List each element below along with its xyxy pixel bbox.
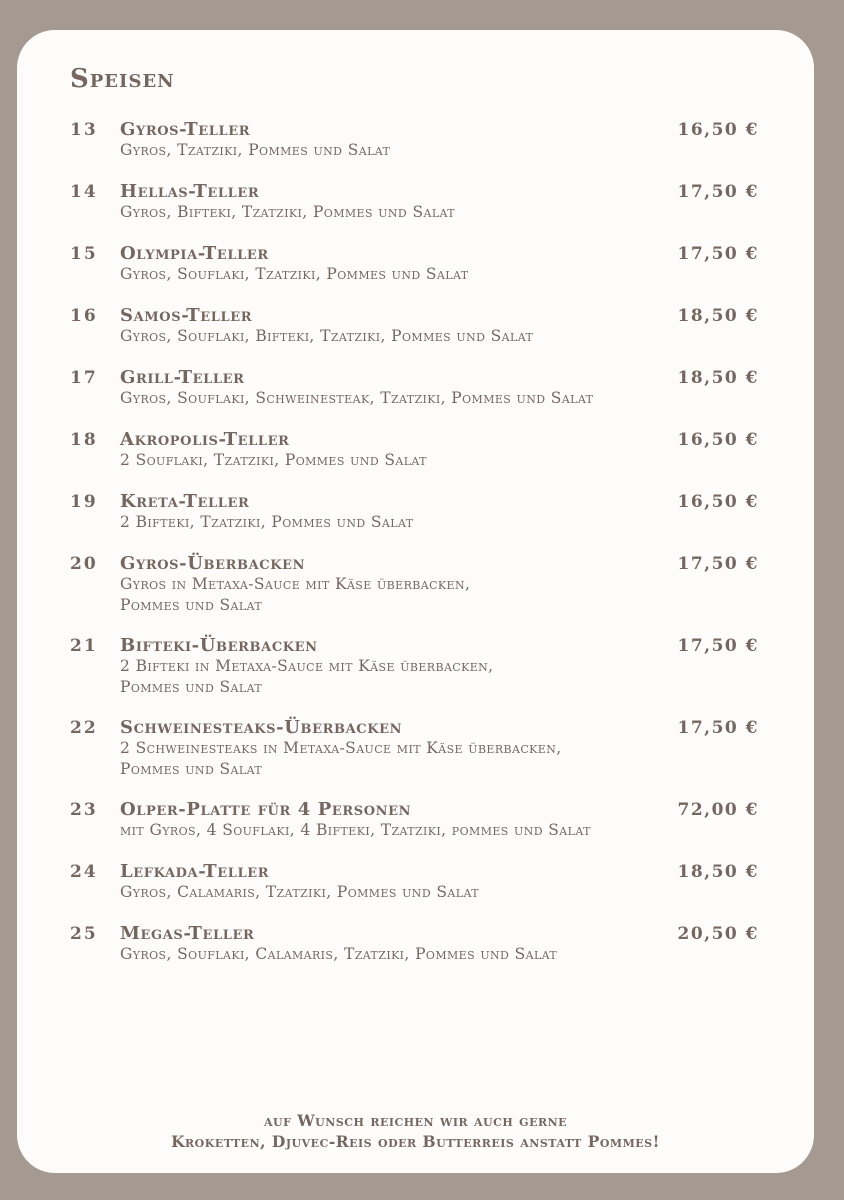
item-number: 17 [70, 368, 98, 388]
menu-item [17, 554, 814, 636]
footer-line-2: Kroketten, Djuvec-Reis oder Butterreis anstatt Pommes! [171, 1132, 660, 1151]
item-name: Grill-Teller [120, 367, 245, 388]
menu-item [17, 244, 814, 306]
item-description-line: Pommes und Salat [120, 677, 263, 696]
item-name: Lefkada-Teller [120, 861, 270, 882]
menu-item [17, 306, 814, 368]
item-name: Samos-Teller [120, 305, 253, 326]
item-description-line: Gyros in Metaxa-Sauce mit Käse überbacken, [120, 575, 471, 593]
item-description-line: Gyros, Tzatziki, Pommes und Salat [120, 141, 391, 159]
item-price: 17,50 € [677, 636, 759, 656]
item-description-line: mit Gyros, 4 Souflaki, 4 Bifteki, Tzatziki, pommes und Salat [120, 821, 591, 839]
item-name: Megas-Teller [120, 923, 255, 944]
item-price: 17,50 € [677, 244, 759, 264]
item-number: 25 [70, 924, 98, 944]
item-price: 17,50 € [677, 182, 759, 202]
item-price: 18,50 € [677, 368, 759, 388]
item-price: 16,50 € [677, 120, 759, 140]
item-number: 16 [70, 306, 98, 326]
item-name: Olympia-Teller [120, 243, 269, 264]
item-description-line: Gyros, Souflaki, Schweinesteak, Tzatziki, Pommes und Salat [120, 389, 594, 407]
page-title: Speisen [70, 64, 175, 94]
item-description [120, 264, 468, 285]
item-description [120, 882, 479, 903]
item-description [120, 656, 494, 697]
item-description [120, 388, 593, 409]
item-name: Olper-Platte für 4 Personen [120, 799, 412, 820]
item-name: Akropolis-Teller [120, 429, 290, 450]
footer-line-1: auf Wunsch reichen wir auch gerne [263, 1111, 568, 1130]
menu-item [17, 636, 814, 718]
item-number: 22 [70, 718, 98, 738]
item-name: Gyros-Teller [120, 119, 251, 140]
item-price: 20,50 € [677, 924, 759, 944]
menu-item [17, 182, 814, 244]
item-price: 16,50 € [677, 492, 759, 512]
menu-item [17, 368, 814, 430]
item-price: 72,00 € [677, 800, 759, 820]
item-description-line: Gyros, Souflaki, Tzatziki, Pommes und Salat [120, 265, 469, 283]
item-description-line: 2 Bifteki in Metaxa-Sauce mit Käse überbacken, [120, 657, 494, 675]
item-number: 15 [70, 244, 98, 264]
item-name: Kreta-Teller [120, 491, 250, 512]
item-description-line: 2 Souflaki, Tzatziki, Pommes und Salat [120, 451, 427, 469]
item-description [120, 738, 562, 779]
item-name: Hellas-Teller [120, 181, 260, 202]
item-description [120, 202, 455, 223]
item-description-line: Gyros, Souflaki, Bifteki, Tzatziki, Pommes und Salat [120, 327, 534, 345]
item-number: 14 [70, 182, 98, 202]
item-number: 20 [70, 554, 98, 574]
item-name: Bifteki-Überbacken [120, 635, 318, 656]
menu-item [17, 862, 814, 924]
menu-item [17, 492, 814, 554]
menu-item [17, 924, 814, 986]
item-price: 18,50 € [677, 862, 759, 882]
item-price: 17,50 € [677, 554, 759, 574]
menu-item [17, 430, 814, 492]
menu-item [17, 120, 814, 182]
item-name: Gyros-Überbacken [120, 553, 306, 574]
item-description [120, 944, 557, 965]
item-description [120, 574, 470, 615]
menu-card [17, 30, 814, 1173]
item-description-line: Gyros, Bifteki, Tzatziki, Pommes und Salat [120, 203, 456, 221]
item-description-line: Gyros, Calamaris, Tzatziki, Pommes und Salat [120, 883, 479, 901]
item-description-line: Gyros, Souflaki, Calamaris, Tzatziki, Pommes und Salat [120, 945, 558, 963]
item-description-line: Pommes und Salat [120, 595, 263, 614]
item-number: 19 [70, 492, 98, 512]
item-description [120, 140, 390, 161]
item-price: 16,50 € [677, 430, 759, 450]
item-price: 18,50 € [677, 306, 759, 326]
item-number: 13 [70, 120, 98, 140]
item-description-line: 2 Schweinesteaks in Metaxa-Sauce mit Käse überbacken, [120, 739, 562, 757]
item-description-line: Pommes und Salat [120, 759, 263, 778]
item-description [120, 326, 533, 347]
item-number: 23 [70, 800, 98, 820]
item-price: 17,50 € [677, 718, 759, 738]
item-number: 21 [70, 636, 98, 656]
menu-item [17, 800, 814, 862]
item-description-line: 2 Bifteki, Tzatziki, Pommes und Salat [120, 513, 414, 531]
footer-note [17, 1110, 814, 1152]
menu-item [17, 718, 814, 800]
item-number: 18 [70, 430, 98, 450]
item-name: Schweinesteaks-Überbacken [120, 717, 403, 738]
item-description [120, 450, 427, 471]
item-description [120, 512, 413, 533]
menu-list [17, 120, 814, 986]
item-description [120, 820, 591, 841]
item-number: 24 [70, 862, 98, 882]
